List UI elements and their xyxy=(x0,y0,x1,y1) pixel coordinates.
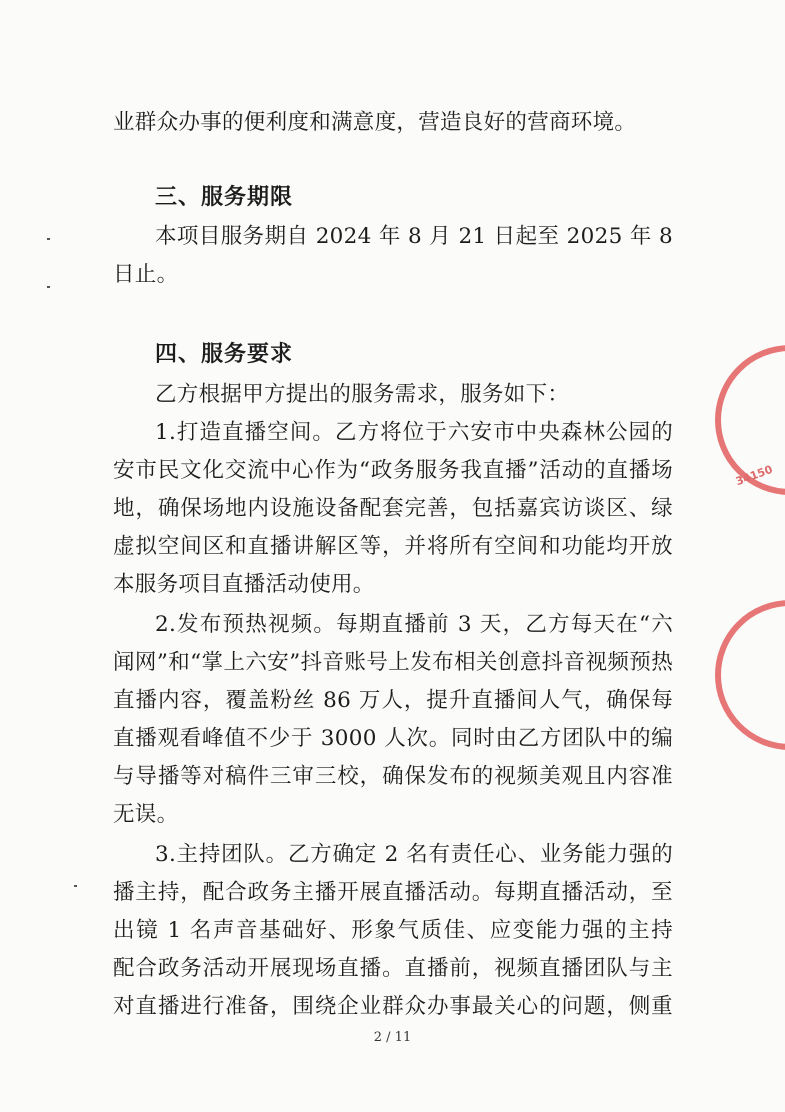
paragraph-line-6: 安市民文化交流中心作为“政务服务我直播”活动的直播场 xyxy=(113,458,673,483)
scan-mark xyxy=(47,286,50,288)
paragraph-line-19: 配合政务活动开展现场直播。直播前，视频直播团队与主 xyxy=(113,956,673,981)
paragraph-line-15: 无误。 xyxy=(113,802,179,827)
paragraph-line-12: 直播内容，覆盖粉丝 86 万人，提升直播间人气，确保每 xyxy=(113,688,673,713)
paragraph-line-8: 虚拟空间区和直播讲解区等，并将所有空间和功能均开放 xyxy=(113,534,673,559)
scan-mark xyxy=(47,238,50,240)
paragraph-line-7: 地，确保场地内设施设备配套完善，包括嘉宾访谈区、绿 xyxy=(113,496,673,521)
paragraph-line-14: 与导播等对稿件三审三校，确保发布的视频美观且内容准 xyxy=(113,764,673,789)
official-seal-lower xyxy=(715,600,785,750)
paragraph-line-2: 本项目服务期自 2024 年 8 月 21 日起至 2025 年 8 xyxy=(155,224,673,249)
paragraph-line-11: 闻网”和“掌上六安”抖音账号上发布相关创意抖音视频预热 xyxy=(113,650,673,675)
scan-mark xyxy=(74,885,77,887)
paragraph-line-13: 直播观看峰值不少于 3000 人次。同时由乙方团队中的编 xyxy=(113,726,673,751)
seal-serial-fragment: 34150 xyxy=(733,462,775,489)
page-number: 2 / 11 xyxy=(373,1030,412,1045)
paragraph-line-18: 出镜 1 名声音基础好、形象气质佳、应变能力强的主持 xyxy=(113,918,673,943)
paragraph-line-17: 播主持，配合政务主播开展直播活动。每期直播活动，至 xyxy=(113,880,673,905)
paragraph-line-3: 日止。 xyxy=(113,262,179,287)
paragraph-line-10: 2.发布预热视频。每期直播前 3 天，乙方每天在“六 xyxy=(155,612,673,637)
paragraph-line-4: 乙方根据甲方提出的服务需求，服务如下： xyxy=(155,382,570,407)
paragraph-line-1: 业群众办事的便利度和满意度，营造良好的营商环境。 xyxy=(113,110,637,135)
section-heading-service-requirements: 四、服务要求 xyxy=(155,342,294,367)
official-seal-upper xyxy=(715,345,785,495)
paragraph-line-16: 3.主持团队。乙方确定 2 名有责任心、业务能力强的 xyxy=(155,842,673,867)
section-heading-service-period: 三、服务期限 xyxy=(155,185,294,210)
paragraph-line-5: 1.打造直播空间。乙方将位于六安市中央森林公园的 xyxy=(155,420,673,445)
paragraph-line-20: 对直播进行准备，围绕企业群众办事最关心的问题，侧重 xyxy=(113,994,673,1019)
paragraph-line-9: 本服务项目直播活动使用。 xyxy=(113,572,375,597)
